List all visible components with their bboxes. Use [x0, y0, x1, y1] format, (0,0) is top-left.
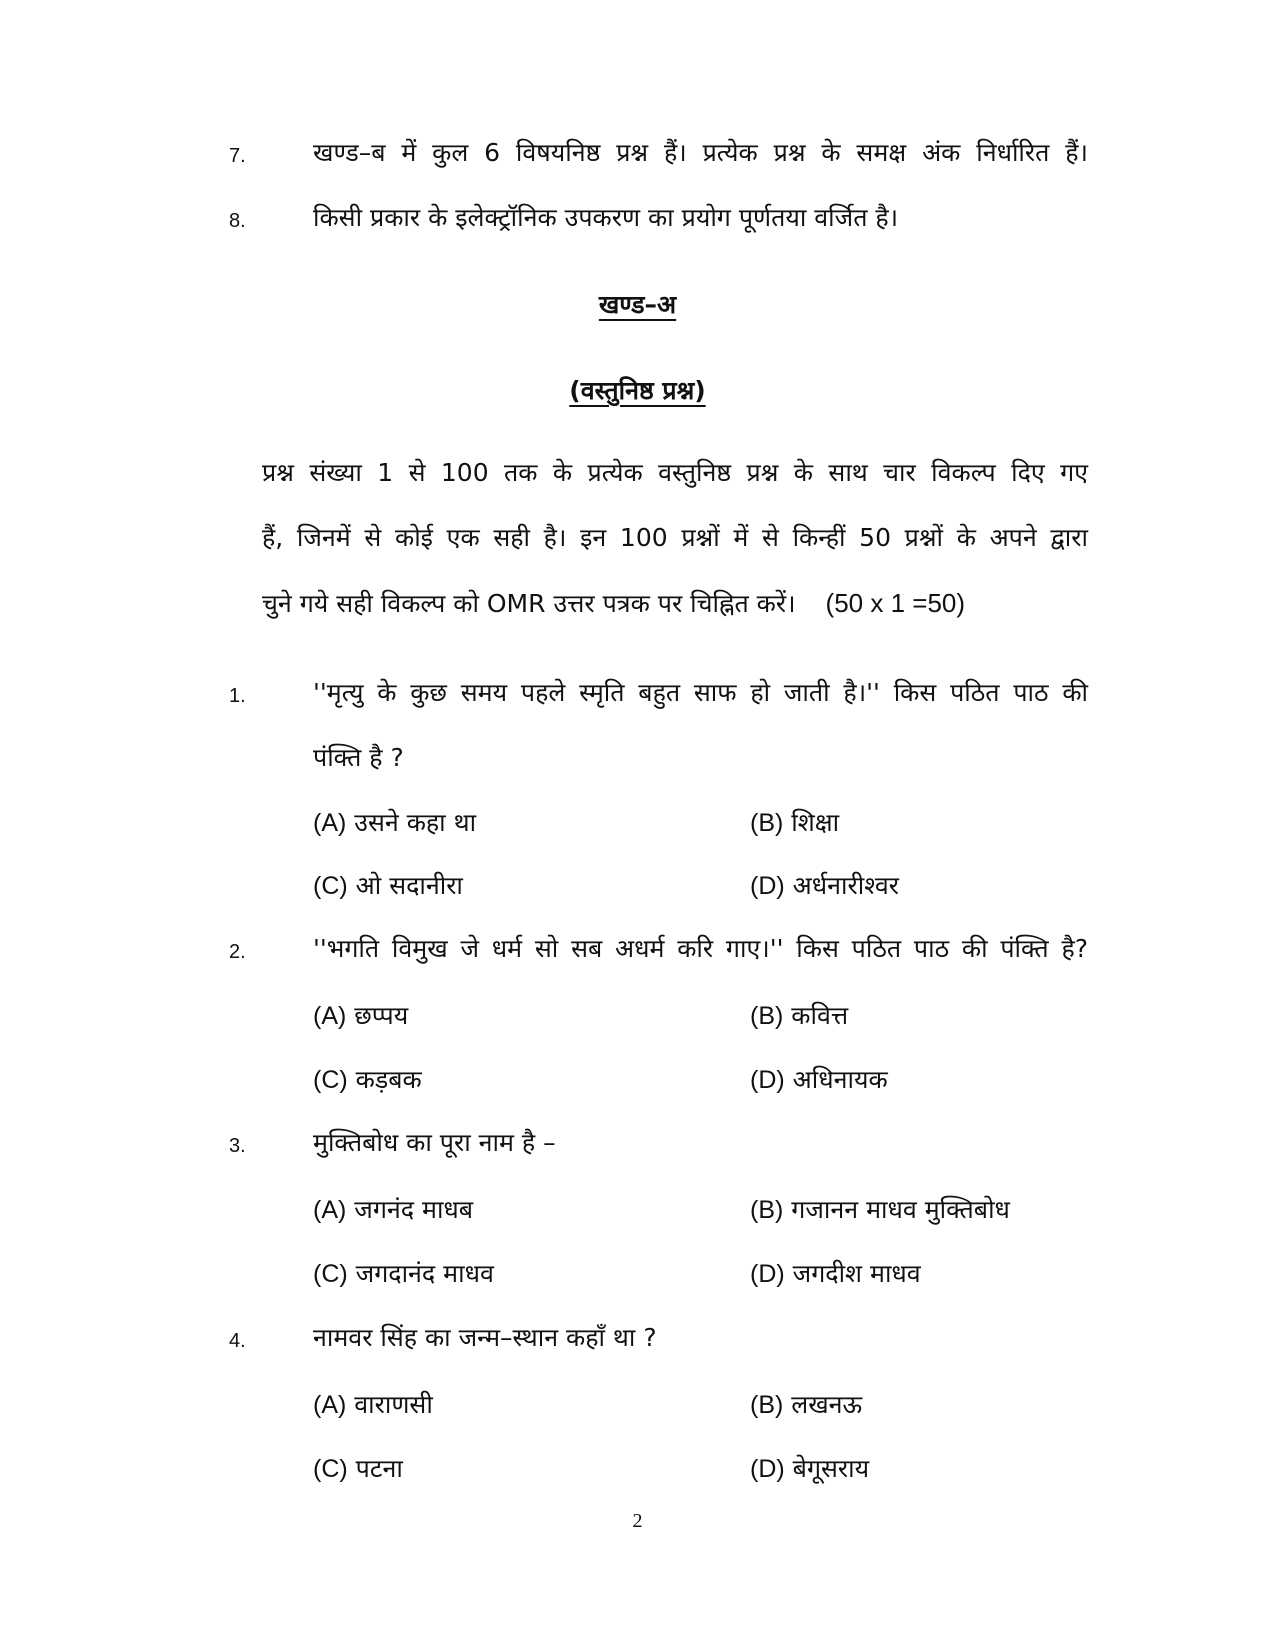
question-number: 4. — [229, 1330, 246, 1352]
instruction-number: 7. — [229, 145, 246, 167]
option-text: अर्धनारीश्वर — [792, 871, 899, 900]
option-a[interactable] — [313, 1192, 473, 1228]
option-c[interactable] — [313, 1062, 422, 1098]
option-letter: (A) — [313, 809, 347, 837]
option-text: बेगूसराय — [792, 1454, 870, 1483]
option-letter: (D) — [750, 1455, 785, 1483]
option-b[interactable] — [750, 998, 848, 1034]
intro-line: चुने गये सही विकल्प को OMR उत्तर पत्रक पर चिह्नित करें। — [262, 589, 796, 618]
option-letter: (C) — [313, 1260, 348, 1288]
section-subtitle — [0, 373, 1275, 409]
option-b[interactable] — [750, 1387, 862, 1423]
option-c[interactable] — [313, 1256, 494, 1292]
intro-line-last — [262, 585, 965, 622]
question-number: 2. — [229, 941, 246, 963]
option-b[interactable] — [750, 1192, 1010, 1228]
option-text: अधिनायक — [792, 1065, 888, 1094]
question-number: 3. — [229, 1135, 246, 1157]
option-d[interactable] — [750, 1256, 921, 1292]
option-letter: (B) — [750, 1196, 784, 1224]
section-title-text: खण्ड–अ — [598, 290, 677, 319]
option-text: कड़बक — [355, 1065, 422, 1094]
option-text: जगनंद माधब — [354, 1195, 474, 1224]
section-subtitle-text: (वस्तुनिष्ठ प्रश्न) — [569, 376, 706, 405]
option-text: छप्पय — [354, 1001, 409, 1030]
option-text: जगदानंद माधव — [355, 1259, 494, 1288]
instruction-number: 8. — [229, 210, 246, 232]
option-letter: (A) — [313, 1196, 347, 1224]
option-text: कवित्त — [791, 1001, 849, 1030]
option-a[interactable] — [313, 805, 476, 841]
option-text: लखनऊ — [791, 1390, 863, 1419]
option-letter: (D) — [750, 1066, 785, 1094]
option-letter: (B) — [750, 1002, 784, 1030]
option-text: पटना — [355, 1454, 403, 1483]
page-number: 2 — [632, 1510, 643, 1532]
option-text: वाराणसी — [354, 1390, 433, 1419]
question-text: नामवर सिंह का जन्म–स्थान कहाँ था ? — [313, 1323, 657, 1352]
question-text: ''मृत्यु के कुछ समय पहले स्मृति बहुत साफ हो जाती है।'' किस पठित पाठ की — [313, 678, 1088, 707]
option-text: उसने कहा था — [354, 808, 477, 837]
option-letter: (B) — [750, 809, 784, 837]
question-text: पंक्ति है ? — [313, 743, 404, 772]
option-letter: (B) — [750, 1391, 784, 1419]
question-text: मुक्तिबोध का पूरा नाम है – — [313, 1128, 556, 1157]
option-d[interactable] — [750, 1062, 888, 1098]
option-text: जगदीश माधव — [792, 1259, 921, 1288]
option-text: ओ सदानीरा — [355, 871, 463, 900]
question-text: ''भगति विमुख जे धर्म सो सब अधर्म करि गाए।'' किस पठित पाठ की पंक्ति है? — [313, 934, 1088, 963]
intro-line: प्रश्न संख्या 1 से 100 तक के प्रत्येक वस्तुनिष्ठ प्रश्न के साथ चार विकल्प दिए गए — [262, 458, 1088, 487]
option-letter: (C) — [313, 1455, 348, 1483]
option-c[interactable] — [313, 1451, 403, 1487]
option-letter: (A) — [313, 1002, 347, 1030]
option-a[interactable] — [313, 998, 408, 1034]
option-text: शिक्षा — [791, 808, 840, 837]
instruction-text: किसी प्रकार के इलेक्ट्रॉनिक उपकरण का प्रयोग पूर्णतया वर्जित है। — [313, 203, 899, 232]
question-number: 1. — [229, 685, 246, 707]
instruction-text: खण्ड–ब में कुल 6 विषयनिष्ठ प्रश्न हैं। प्रत्येक प्रश्न के समक्ष अंक निर्धारित हैं। — [313, 138, 1088, 167]
option-text: गजानन माधव मुक्तिबोध — [791, 1195, 1010, 1224]
option-letter: (A) — [313, 1391, 347, 1419]
intro-line: हैं, जिनमें से कोई एक सही है। इन 100 प्रश्नों में से किन्हीं 50 प्रश्नों के अपने द्वारा — [262, 523, 1088, 552]
option-letter: (D) — [750, 1260, 785, 1288]
option-d[interactable] — [750, 868, 899, 904]
marks-allocation: (50 x 1 =50) — [825, 588, 966, 618]
option-letter: (C) — [313, 872, 348, 900]
option-a[interactable] — [313, 1387, 433, 1423]
section-title — [0, 287, 1275, 323]
option-c[interactable] — [313, 868, 463, 904]
option-letter: (C) — [313, 1066, 348, 1094]
option-b[interactable] — [750, 805, 839, 841]
option-letter: (D) — [750, 872, 785, 900]
option-d[interactable] — [750, 1451, 869, 1487]
